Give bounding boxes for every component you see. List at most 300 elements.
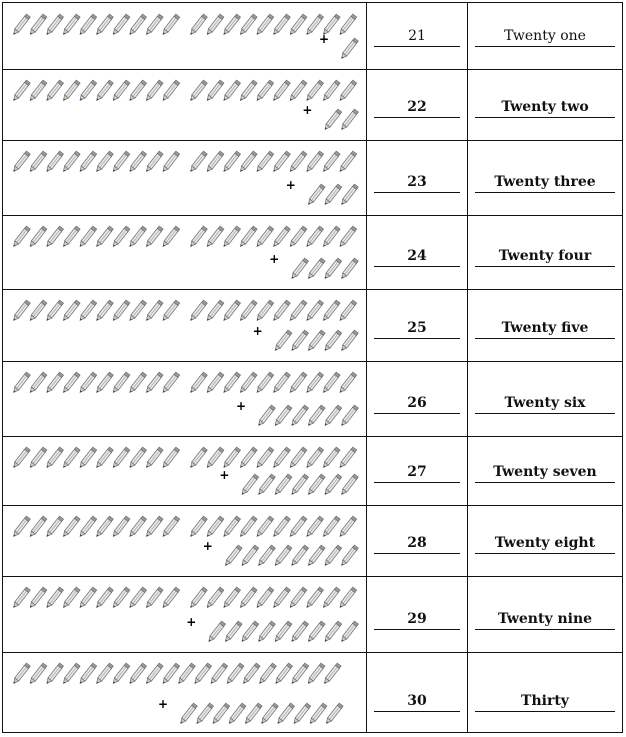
pencil-icon	[78, 80, 97, 102]
pencil-icon	[288, 372, 307, 394]
pencil-icon	[273, 474, 292, 496]
pencil-icon	[321, 226, 340, 248]
pencil-icon	[272, 226, 291, 248]
pencil-icon	[205, 300, 224, 322]
pencil-icon	[222, 587, 241, 609]
pencil-icon	[258, 663, 277, 685]
pencil-icon	[128, 80, 147, 102]
pencil-icon	[111, 372, 130, 394]
pencil-icon	[338, 14, 357, 36]
pencil-icon	[338, 300, 357, 322]
pencil-icon	[257, 405, 276, 427]
pencil-icon	[305, 80, 324, 102]
pencil-icon	[128, 516, 147, 538]
pencil-icon	[45, 300, 64, 322]
plus-sign: +	[202, 539, 213, 553]
pencil-icon	[144, 516, 163, 538]
pencil-icon	[338, 80, 357, 102]
pencil-icon	[12, 372, 31, 394]
number-cell	[367, 215, 467, 289]
pencil-icon	[161, 300, 180, 322]
pencil-picture	[3, 576, 367, 652]
pencil-icon	[306, 621, 325, 643]
pencil-icon	[255, 80, 274, 102]
number-answer: 24	[374, 248, 460, 267]
words-cell	[468, 3, 622, 69]
pencil-icon	[238, 447, 257, 469]
number-name-answer: Twenty four	[475, 248, 615, 267]
pencil-icon	[290, 405, 309, 427]
pencil-icon	[28, 516, 47, 538]
pencil-drawing	[3, 436, 367, 505]
pencil-icon	[222, 80, 241, 102]
pencil-icon	[323, 474, 342, 496]
pencil-icon	[243, 703, 262, 725]
pencil-icon	[323, 258, 342, 280]
pencil-icon	[240, 621, 259, 643]
pencil-icon	[205, 80, 224, 102]
number-answer: 22	[374, 99, 460, 118]
pencil-icon	[290, 621, 309, 643]
pencil-icon	[28, 300, 47, 322]
number-cell	[367, 505, 467, 576]
row-divider	[3, 436, 622, 437]
pencil-icon	[78, 14, 97, 36]
pencil-icon	[61, 226, 80, 248]
pencil-icon	[321, 587, 340, 609]
pencil-icon	[222, 14, 241, 36]
pencil-icon	[274, 663, 293, 685]
pencil-icon	[189, 300, 208, 322]
pencil-icon	[340, 258, 359, 280]
pencil-icon	[255, 14, 274, 36]
number-answer: 26	[374, 395, 460, 414]
pencil-icon	[128, 447, 147, 469]
number-answer: 21	[374, 28, 460, 47]
pencil-icon	[257, 621, 276, 643]
pencil-icon	[323, 184, 342, 206]
words-cell	[468, 652, 622, 734]
pencil-icon	[95, 80, 114, 102]
pencil-icon	[161, 151, 180, 173]
plus-sign: +	[186, 615, 197, 629]
pencil-icon	[111, 447, 130, 469]
pencil-drawing	[3, 505, 367, 576]
worksheet-row	[3, 140, 622, 215]
pencil-icon	[238, 226, 257, 248]
pencil-icon	[78, 226, 97, 248]
pencil-icon	[61, 372, 80, 394]
pencil-icon	[272, 300, 291, 322]
pencil-icon	[305, 447, 324, 469]
worksheet-row	[3, 576, 622, 652]
pencil-drawing	[3, 289, 367, 361]
pencil-icon	[111, 226, 130, 248]
number-name-answer: Twenty six	[475, 395, 615, 414]
pencil-icon	[78, 587, 97, 609]
pencil-icon	[144, 226, 163, 248]
pencil-icon	[205, 516, 224, 538]
pencil-icon	[128, 300, 147, 322]
words-cell	[468, 505, 622, 576]
pencil-icon	[321, 80, 340, 102]
row-divider	[3, 140, 622, 141]
pencil-icon	[238, 80, 257, 102]
pencil-icon	[28, 226, 47, 248]
pencil-icon	[95, 663, 114, 685]
pencil-icon	[272, 80, 291, 102]
pencil-icon	[272, 151, 291, 173]
pencil-icon	[61, 300, 80, 322]
pencil-icon	[12, 300, 31, 322]
pencil-icon	[61, 14, 80, 36]
number-name-answer: Twenty seven	[475, 464, 615, 483]
plus-sign: +	[236, 399, 247, 413]
pencil-icon	[240, 474, 259, 496]
pencil-icon	[238, 587, 257, 609]
pencil-icon	[290, 330, 309, 352]
pencil-icon	[305, 372, 324, 394]
pencil-icon	[308, 703, 327, 725]
pencil-icon	[128, 226, 147, 248]
pencil-icon	[61, 151, 80, 173]
pencil-icon	[189, 151, 208, 173]
pencil-icon	[288, 80, 307, 102]
pencil-drawing	[3, 652, 367, 734]
pencil-icon	[205, 151, 224, 173]
pencil-icon	[144, 447, 163, 469]
pencil-icon	[288, 14, 307, 36]
pencil-icon	[12, 151, 31, 173]
words-cell	[468, 436, 622, 505]
pencil-icon	[288, 447, 307, 469]
row-divider	[3, 215, 622, 216]
pencil-icon	[78, 300, 97, 322]
pencil-drawing	[3, 361, 367, 436]
pencil-icon	[144, 372, 163, 394]
row-divider	[3, 69, 622, 70]
pencil-icon	[257, 474, 276, 496]
pencil-icon	[255, 226, 274, 248]
plus-sign: +	[285, 178, 296, 192]
row-divider	[3, 652, 622, 653]
pencil-icon	[61, 587, 80, 609]
pencil-icon	[161, 447, 180, 469]
number-cell	[367, 652, 467, 734]
number-name-answer: Twenty five	[475, 320, 615, 339]
pencil-icon	[161, 80, 180, 102]
pencil-icon	[28, 372, 47, 394]
number-name-answer: Twenty eight	[475, 535, 615, 554]
pencil-icon	[305, 516, 324, 538]
pencil-icon	[338, 226, 357, 248]
pencil-icon	[61, 663, 80, 685]
pencil-icon	[95, 14, 114, 36]
pencil-icon	[290, 474, 309, 496]
pencil-icon	[193, 663, 212, 685]
pencil-icon	[111, 587, 130, 609]
pencil-icon	[306, 258, 325, 280]
pencil-icon	[255, 516, 274, 538]
pencil-icon	[238, 300, 257, 322]
pencil-icon	[161, 226, 180, 248]
plus-sign: +	[319, 32, 330, 46]
pencil-icon	[144, 587, 163, 609]
pencil-icon	[241, 663, 260, 685]
pencil-icon	[257, 545, 276, 567]
pencil-icon	[45, 663, 64, 685]
pencil-icon	[306, 663, 325, 685]
pencil-icon	[28, 14, 47, 36]
pencil-icon	[189, 587, 208, 609]
pencil-picture	[3, 436, 367, 505]
row-divider	[3, 505, 622, 506]
pencil-icon	[189, 372, 208, 394]
worksheet-row	[3, 436, 622, 505]
number-answer: 28	[374, 535, 460, 554]
pencil-icon	[272, 587, 291, 609]
pencil-icon	[144, 300, 163, 322]
pencil-icon	[338, 151, 357, 173]
pencil-icon	[78, 372, 97, 394]
pencil-icon	[95, 516, 114, 538]
pencil-icon	[95, 151, 114, 173]
number-cell	[367, 576, 467, 652]
pencil-icon	[189, 14, 208, 36]
words-cell	[468, 215, 622, 289]
pencil-icon	[306, 405, 325, 427]
number-answer: 30	[374, 693, 460, 712]
pencil-icon	[321, 300, 340, 322]
pencil-icon	[189, 226, 208, 248]
pencil-icon	[305, 151, 324, 173]
pencil-picture	[3, 652, 367, 734]
pencil-icon	[273, 405, 292, 427]
pencil-icon	[111, 151, 130, 173]
pencil-icon	[111, 14, 130, 36]
pencil-icon	[128, 151, 147, 173]
pencil-icon	[45, 151, 64, 173]
pencil-icon	[195, 703, 214, 725]
pencil-icon	[209, 663, 228, 685]
number-answer: 25	[374, 320, 460, 339]
pencil-icon	[321, 516, 340, 538]
pencil-icon	[240, 545, 259, 567]
pencil-icon	[95, 372, 114, 394]
worksheet-row	[3, 215, 622, 289]
pencil-drawing	[3, 140, 367, 215]
pencil-icon	[273, 545, 292, 567]
pencil-drawing	[3, 215, 367, 289]
pencil-icon	[45, 80, 64, 102]
words-cell	[468, 361, 622, 436]
plus-sign: +	[252, 324, 263, 338]
pencil-icon	[222, 516, 241, 538]
pencil-icon	[273, 330, 292, 352]
pencil-icon	[288, 516, 307, 538]
pencil-icon	[45, 226, 64, 248]
pencil-icon	[95, 587, 114, 609]
pencil-icon	[324, 703, 343, 725]
pencil-icon	[128, 14, 147, 36]
pencil-icon	[305, 226, 324, 248]
pencil-icon	[211, 703, 230, 725]
pencil-icon	[338, 372, 357, 394]
number-cell	[367, 69, 467, 140]
pencil-icon	[290, 663, 309, 685]
pencil-icon	[45, 447, 64, 469]
pencil-icon	[128, 372, 147, 394]
pencil-icon	[340, 621, 359, 643]
pencil-drawing	[3, 576, 367, 652]
pencil-icon	[61, 447, 80, 469]
pencil-icon	[338, 587, 357, 609]
row-divider	[3, 576, 622, 577]
number-answer: 23	[374, 174, 460, 193]
pencil-icon	[95, 226, 114, 248]
pencil-icon	[340, 330, 359, 352]
pencil-icon	[323, 621, 342, 643]
worksheet-row	[3, 289, 622, 361]
pencil-icon	[12, 14, 31, 36]
plus-sign: +	[219, 468, 230, 482]
number-cell	[367, 436, 467, 505]
pencil-icon	[255, 151, 274, 173]
pencil-icon	[45, 516, 64, 538]
worksheet-row	[3, 361, 622, 436]
pencil-icon	[227, 703, 246, 725]
pencil-icon	[340, 405, 359, 427]
pencil-icon	[12, 447, 31, 469]
pencil-icon	[207, 621, 226, 643]
pencil-icon	[28, 151, 47, 173]
pencil-icon	[128, 663, 147, 685]
pencil-icon	[61, 516, 80, 538]
pencil-icon	[205, 226, 224, 248]
number-answer: 27	[374, 464, 460, 483]
pencil-icon	[255, 300, 274, 322]
pencil-icon	[223, 545, 242, 567]
pencil-icon	[225, 663, 244, 685]
pencil-picture	[3, 505, 367, 576]
pencil-icon	[161, 372, 180, 394]
pencil-icon	[305, 300, 324, 322]
pencil-icon	[111, 300, 130, 322]
pencil-icon	[340, 545, 359, 567]
pencil-icon	[161, 14, 180, 36]
words-cell	[468, 140, 622, 215]
number-name-answer: Twenty two	[475, 99, 615, 118]
pencil-picture	[3, 215, 367, 289]
pencil-icon	[340, 38, 359, 60]
pencil-icon	[12, 516, 31, 538]
pencil-icon	[78, 447, 97, 469]
pencil-drawing	[3, 3, 367, 69]
pencil-icon	[290, 258, 309, 280]
plus-sign: +	[158, 697, 169, 711]
pencil-icon	[340, 184, 359, 206]
pencil-icon	[12, 587, 31, 609]
words-cell	[468, 69, 622, 140]
pencil-icon	[222, 447, 241, 469]
pencil-icon	[95, 447, 114, 469]
pencil-icon	[128, 587, 147, 609]
pencil-icon	[272, 14, 291, 36]
pencil-icon	[144, 80, 163, 102]
pencil-icon	[323, 109, 342, 131]
pencil-icon	[338, 447, 357, 469]
pencil-icon	[238, 14, 257, 36]
pencil-icon	[111, 516, 130, 538]
pencil-icon	[189, 447, 208, 469]
pencil-icon	[205, 447, 224, 469]
pencil-icon	[255, 587, 274, 609]
pencil-icon	[95, 300, 114, 322]
pencil-picture	[3, 361, 367, 436]
pencil-icon	[276, 703, 295, 725]
pencil-icon	[28, 587, 47, 609]
pencil-icon	[78, 663, 97, 685]
pencil-icon	[205, 587, 224, 609]
pencil-icon	[323, 405, 342, 427]
pencil-icon	[161, 587, 180, 609]
pencil-icon	[45, 372, 64, 394]
pencil-icon	[288, 300, 307, 322]
pencil-icon	[205, 372, 224, 394]
pencil-icon	[272, 516, 291, 538]
pencil-icon	[144, 151, 163, 173]
pencil-icon	[272, 447, 291, 469]
pencil-icon	[288, 151, 307, 173]
worksheet-table	[2, 2, 623, 733]
pencil-icon	[189, 80, 208, 102]
number-cell	[367, 3, 467, 69]
pencil-icon	[306, 545, 325, 567]
number-cell	[367, 361, 467, 436]
number-name-answer: Thirty	[475, 693, 615, 712]
pencil-picture	[3, 289, 367, 361]
pencil-icon	[222, 300, 241, 322]
pencil-picture	[3, 3, 367, 69]
pencil-icon	[340, 474, 359, 496]
pencil-icon	[321, 151, 340, 173]
number-name-answer: Twenty three	[475, 174, 615, 193]
pencil-icon	[179, 703, 198, 725]
pencil-icon	[306, 184, 325, 206]
row-divider	[3, 361, 622, 362]
pencil-icon	[189, 516, 208, 538]
pencil-icon	[12, 80, 31, 102]
number-cell	[367, 289, 467, 361]
number-name-answer: Twenty one	[475, 28, 615, 47]
pencil-icon	[290, 545, 309, 567]
pencil-icon	[306, 330, 325, 352]
pencil-icon	[111, 663, 130, 685]
plus-sign: +	[302, 103, 313, 117]
pencil-icon	[273, 621, 292, 643]
pencil-icon	[78, 516, 97, 538]
pencil-icon	[340, 109, 359, 131]
pencil-icon	[288, 226, 307, 248]
pencil-icon	[322, 663, 341, 685]
pencil-icon	[323, 330, 342, 352]
worksheet-row	[3, 652, 622, 734]
number-answer: 29	[374, 611, 460, 630]
pencil-picture	[3, 140, 367, 215]
pencil-icon	[222, 226, 241, 248]
pencil-icon	[260, 703, 279, 725]
pencil-drawing	[3, 69, 367, 140]
